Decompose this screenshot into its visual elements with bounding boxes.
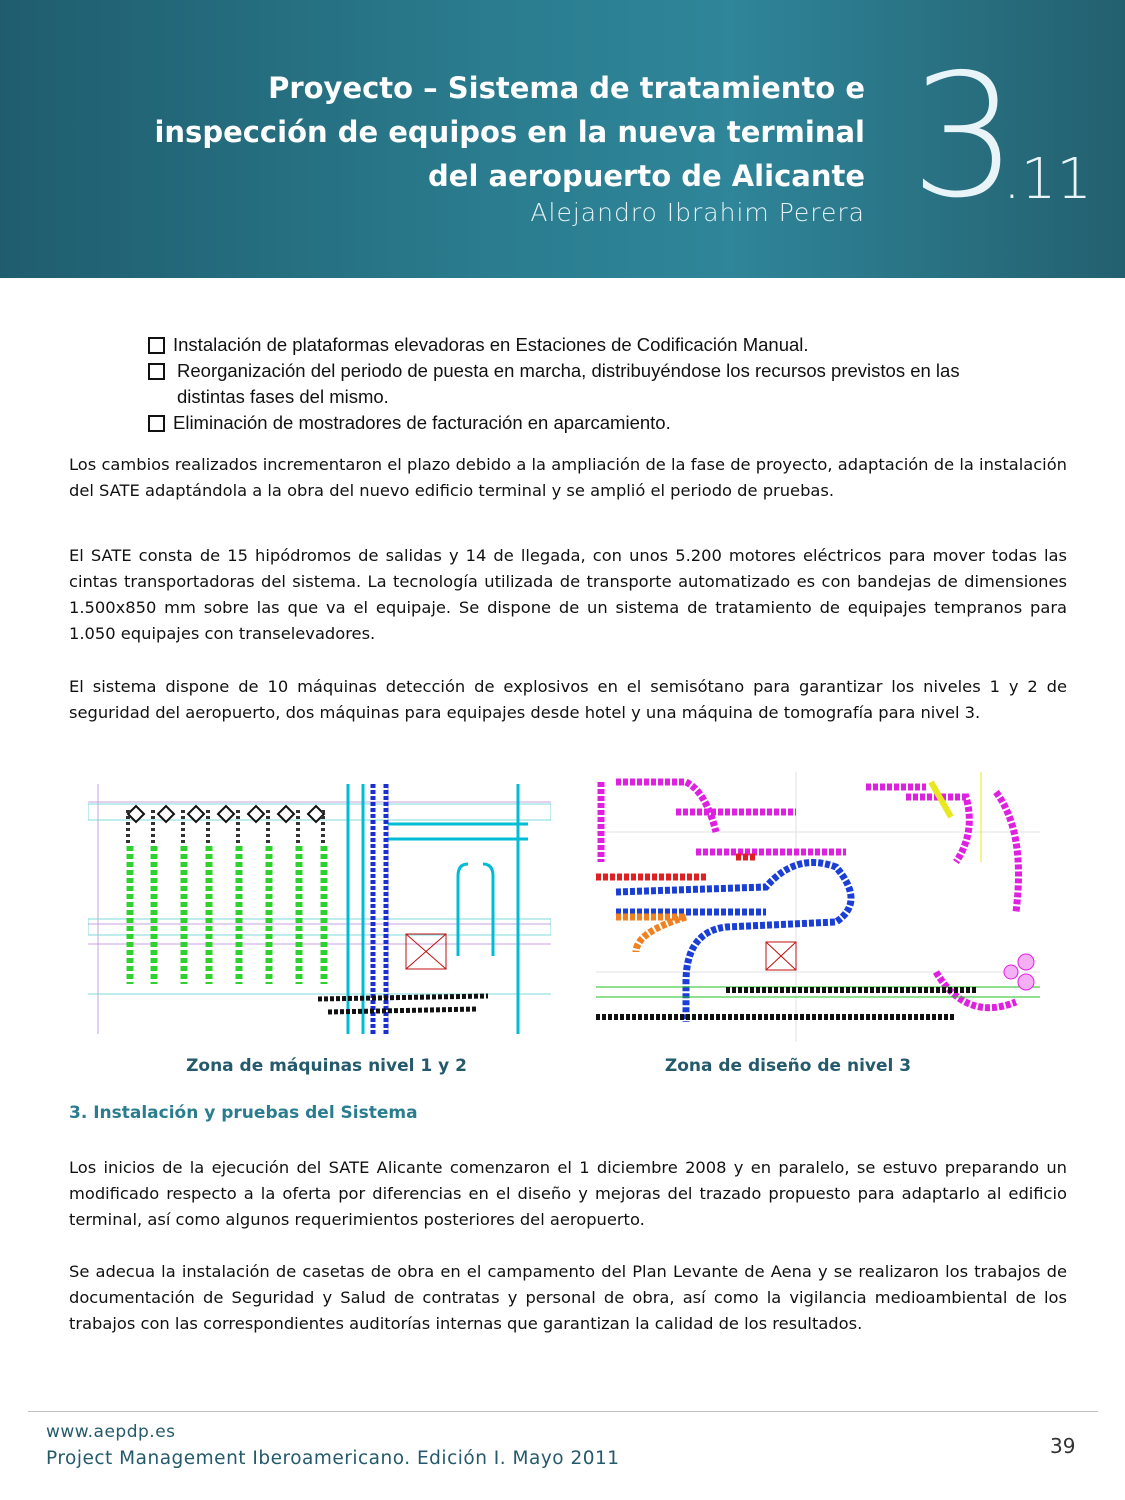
- chapter-number-minor: .11: [1003, 147, 1093, 212]
- list-item: [146, 358, 1026, 410]
- page-number: 39: [1050, 1434, 1076, 1458]
- figure-caption-machines: Zona de máquinas nivel 1 y 2: [186, 1056, 467, 1076]
- chapter-number-major: 3: [910, 38, 1019, 236]
- checkbox-square-icon: [148, 415, 165, 432]
- title-line-3: del aeropuerto de Alicante: [428, 159, 865, 193]
- footer-website-link[interactable]: www.aepdp.es: [46, 1422, 176, 1442]
- list-item: [146, 410, 1026, 436]
- list-item-text: Reorganización del periodo de puesta en marcha, distribuyéndose los recursos previstos en las distintas fases del mismo.: [177, 360, 960, 407]
- footer-divider: [28, 1411, 1098, 1412]
- paragraph-sate-description: El SATE consta de 15 hipódromos de salidas y 14 de llegada, con unos 5.200 motores eléctricos para mover todas las cintas transportadoras del sistema. La tecnología utilizada de transporte automatizado es con bandejas de dimensiones 1.500x850 mm sobre las que va el equipaje. Se dispone de un sistema de tratamiento de equipajes tempranos para 1.050 equipajes con transelevadores.: [69, 546, 1067, 643]
- section-heading: 3. Instalación y pruebas del Sistema: [69, 1103, 418, 1123]
- cad-drawing-svg: [596, 772, 1040, 1042]
- title-line-2: inspección de equipos en la nueva terminal: [154, 115, 865, 149]
- page-header: [0, 0, 1125, 278]
- footer-publication: Project Management Iberoamericano. Edición I. Mayo 2011: [46, 1448, 620, 1469]
- cad-drawing-design-level-3: [596, 772, 1040, 1042]
- article-title: [105, 66, 865, 198]
- paragraph-explosives: El sistema dispone de 10 máquinas detección de explosivos en el semisótano para garantizar los niveles 1 y 2 de seguridad del aeropuerto, dos máquinas para equipajes desde hotel y una máquina de tomografía para nivel 3.: [69, 677, 1067, 722]
- checkbox-square-icon: [148, 337, 165, 354]
- author-name: Alejandro Ibrahim Perera: [530, 198, 865, 227]
- list-item-text: Eliminación de mostradores de facturación en aparcamiento.: [173, 412, 671, 433]
- list-item: [146, 332, 1026, 358]
- paragraph-execution-start: Los inicios de la ejecución del SATE Alicante comenzaron el 1 diciembre 2008 y en paralelo, se estuvo preparando un modificado respecto a la oferta por diferencias en el diseño y mejoras del trazado propuesto para adaptarlo al edificio terminal, así como algunos requerimientos posteriores del aeropuerto.: [69, 1158, 1067, 1229]
- bullet-list: [146, 332, 1026, 436]
- list-item-text: Instalación de plataformas elevadoras en Estaciones de Codificación Manual.: [173, 334, 809, 355]
- title-line-1: Proyecto – Sistema de tratamiento e: [268, 71, 865, 105]
- checkbox-square-icon: [148, 363, 165, 380]
- cad-drawing-machines-level-1-2: [88, 784, 551, 1034]
- paragraph-site-installation: Se adecua la instalación de casetas de obra en el campamento del Plan Levante de Aena y se realizaron los trabajos de documentación de Seguridad y Salud de contratas y personal de obra, así como la vigilancia medioambiental de los trabajos con las correspondientes auditorías internas que garantizan la calidad de los resultados.: [69, 1262, 1067, 1333]
- figure-caption-design: Zona de diseño de nivel 3: [664, 1056, 912, 1076]
- cad-drawing-svg: [88, 784, 551, 1034]
- paragraph-changes: Los cambios realizados incrementaron el plazo debido a la ampliación de la fase de proyecto, adaptación de la instalación del SATE adaptándola a la obra del nuevo edificio terminal y se amplió el periodo de pruebas.: [69, 455, 1067, 500]
